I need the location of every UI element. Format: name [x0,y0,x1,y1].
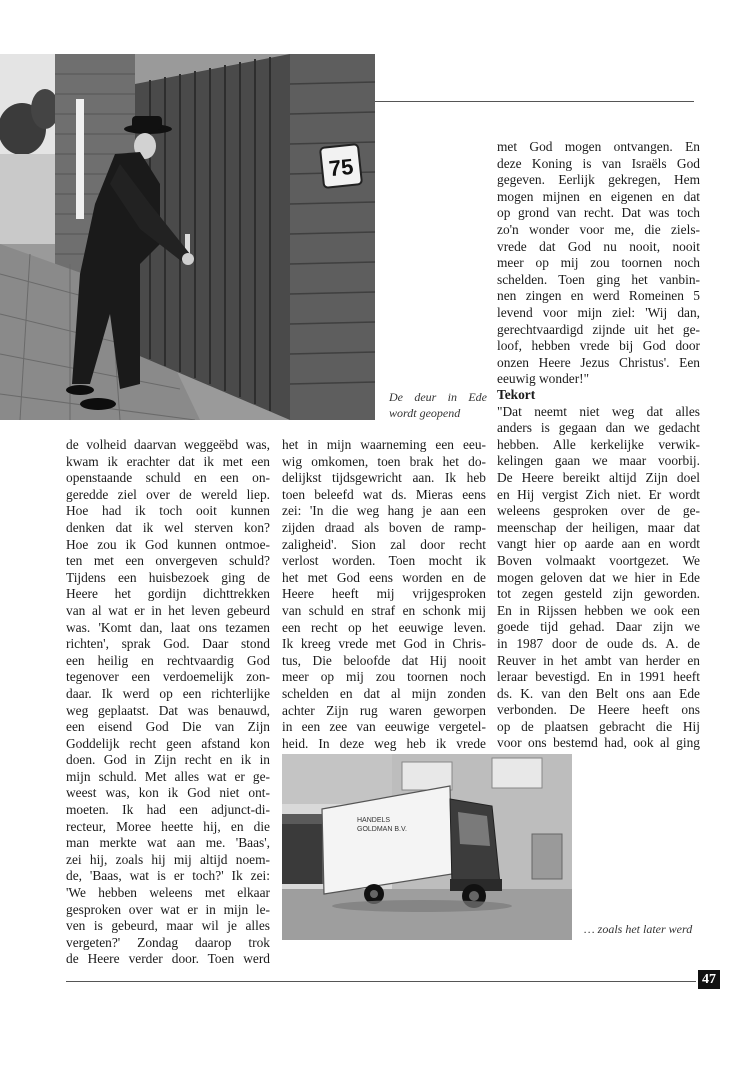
text-line: Boven volmaakt voortgezet. We [497,552,700,568]
text-line: Reuver in het ambt van herder en [497,652,700,668]
text-line: En in Rijssen hebben we ook een [497,602,700,618]
text-line: Heere heeft mij vrijgesproken [282,586,486,602]
text-line: ven is gebeurd, maar wil je alles [66,918,270,934]
text-line: goede tijd gehad. Daar zijn we [497,619,700,635]
text-column-1 [66,437,270,968]
text-line: zei hij, zoals hij mij altijd noem- [66,851,270,867]
text-line: vrede dat God nu nooit, nooit [497,238,700,254]
text-line: heid. In deze weg heb ik vrede [282,735,486,751]
text-line: meer op mij zou toornen noch [282,669,486,685]
text-line: een recht op het eeuwige leven. [282,619,486,635]
text-line: de Heere verder door. Toen werd [66,951,270,967]
bottom-rule [66,981,696,982]
text-line: meenschap der heiligen, maar dat [497,519,700,535]
text-line: nen zingen en werd Romeinen 5 [497,288,700,304]
text-line: tus, Die beloofde dat Hij nooit [282,652,486,668]
text-line: loof, hebben vrede bij God door [497,338,700,354]
text-line: in 1987 door de oude ds. A. de [497,635,700,651]
text-line: recteur, Moree heette hij, en die [66,818,270,834]
text-line: Ik kreeg vrede met God in Chris- [282,636,486,652]
text-line: Tijdens een huisbezoek ging de [66,569,270,585]
text-line: Goddelijk recht geen afstand kon [66,735,270,751]
text-line: vangt hier op aarde aan en wordt [497,536,700,552]
text-line: kelingen gaan we maar voorbij. [497,453,700,469]
text-line: "Dat neemt niet weg dat alles [497,403,700,419]
text-line: richten', sprak God. Daar stond [66,636,270,652]
caption-line: De deur in Ede [389,390,487,404]
text-line: weg geplaatst. Dat was benauwd, [66,702,270,718]
photo-truck [282,754,572,940]
text-line: Heere het gordijn dichttrekken [66,586,270,602]
text-line: op de plaatsen gebracht die Hij [497,718,700,734]
text-line: ten met een onvergeven schuld? [66,553,270,569]
text-line: leraar bevestigd. En in 1991 heeft [497,669,700,685]
text-line: vergeten?' Zondag daarop trok [66,934,270,950]
text-line: meer op mij zou toornen noch [497,255,700,271]
photo-caption-door [389,389,487,421]
text-line: weleens gesproken over de ge- [497,503,700,519]
text-line: geredde ziel over de wereld liep. [66,486,270,502]
text-line: moeten. Ik had een adjunct-di- [66,802,270,818]
text-line: anders is gegaan dan we gedacht [497,420,700,436]
text-line: tot zegen gesteld zijn geworden. [497,586,700,602]
text-line: openstaande schuld en een on- [66,470,270,486]
text-line: mogen mijnen en eigenen en dat [497,188,700,204]
text-line: zaligheid'. Sion zal door recht [282,536,486,552]
text-line: deze Koning is van Israëls God [497,155,700,171]
text-line: verbonden. De Heere heeft ons [497,702,700,718]
text-line: gegeven. Eerlijk gekregen, Hem [497,172,700,188]
text-line: Hoe had ik toch ooit kunnen [66,503,270,519]
text-line: daar. Ik werd op een richterlijke [66,685,270,701]
text-column-2 [282,437,486,752]
text-line: kwam ik erachter dat ik met een [66,453,270,469]
text-line: onzen Heere Jezus Christus'. Een [497,354,700,370]
text-line: doen. God in Zijn recht en ik in [66,752,270,768]
text-line: gesproken over wat er in mijn le- [66,901,270,917]
text-line: een heilig en rechtvaardig God [66,652,270,668]
caption-line: wordt geopend [389,406,461,420]
text-line: schelden. Toen ging het vanbin- [497,271,700,287]
text-line: was. 'Komt dan, laat ons tezamen [66,619,270,635]
text-line: het in mijn waarneming een eeu- [282,437,486,452]
text-line: in een zee van eeuwige vergetel- [282,719,486,735]
text-line: tegenover een verdoemelijk zon- [66,669,270,685]
text-line: het met God eens worden en de [282,569,486,585]
text-line: denken dat ik wel sterven kon? [66,519,270,535]
photo-caption-truck: … zoals het later werd [584,922,693,936]
truck-text: GOLDMAN B.V. [357,826,407,833]
text-line: zo'n wonder voor me, die ziels- [497,221,700,237]
text-line: weest was, kon ik God niet ont- [66,785,270,801]
page-number: 47 [698,970,720,989]
text-line: achter Zijn rug waren geworpen [282,702,486,718]
text-line: van al wat er in het leven gebeurd [66,602,270,618]
text-line: eeuwig wonder!" [497,371,590,387]
text-line: mijn schuld. Met alles wat er ge- [66,768,270,784]
text-line: verlost worden. Toen mocht ik [282,553,486,569]
text-line: schelden en dat al mijn zonden [282,685,486,701]
text-line: van schuld en straf en schonk mij [282,602,486,618]
text-line: en Hij vergist Zich niet. Er wordt [497,486,700,502]
text-line: De Heere bereikt altijd Zijn doel [497,469,700,485]
text-column-3-bottom [497,387,700,752]
text-line: een eisend God Die van Zijn [66,719,270,735]
text-line: wig omkomen, toen brak het do- [282,453,486,469]
text-line: delijkst tijdsgewricht aan. Ik heb [282,470,486,486]
text-line: mogen geloven dat we hier in Ede [497,569,700,585]
text-line: voor ons bestemd had, ook al ging [497,735,700,751]
text-line: ds. K. van den Belt ons aan Ede [497,685,700,701]
text-line: levend voor mijn ziel: 'Wij dan, [497,304,700,320]
text-line: de, 'Baas, wat is er toch?' Ik zei: [66,868,270,884]
text-column-3-top [497,139,700,388]
text-line: Hoe zou ik God kunnen ontmoe- [66,536,270,552]
text-line: zei: 'In die weg hang je aan een [282,503,486,519]
truck-text: HANDELS [357,817,391,824]
text-line: hebben. Alle kerkelijke verwik- [497,436,700,452]
text-line: toen beleefd wat ds. Mieras eens [282,486,486,502]
text-line: 'We hebben weleens met elkaar [66,885,270,901]
text-line: met God mogen ontvangen. En [497,139,700,154]
text-line: man merkte wat aan me. 'Baas', [66,835,270,851]
photo-door-opening [0,54,375,420]
section-heading: Tekort [497,387,536,402]
text-line: zijden draad als boven de ramp- [282,519,486,535]
house-number: 75 [327,153,355,182]
top-rule [375,101,694,102]
text-line: de volheid daarvan weggeëbd was, [66,437,270,452]
text-line: op grond van recht. Dat was toch [497,205,700,221]
text-line: gerechtvaardigd zijnde uit het ge- [497,321,700,337]
